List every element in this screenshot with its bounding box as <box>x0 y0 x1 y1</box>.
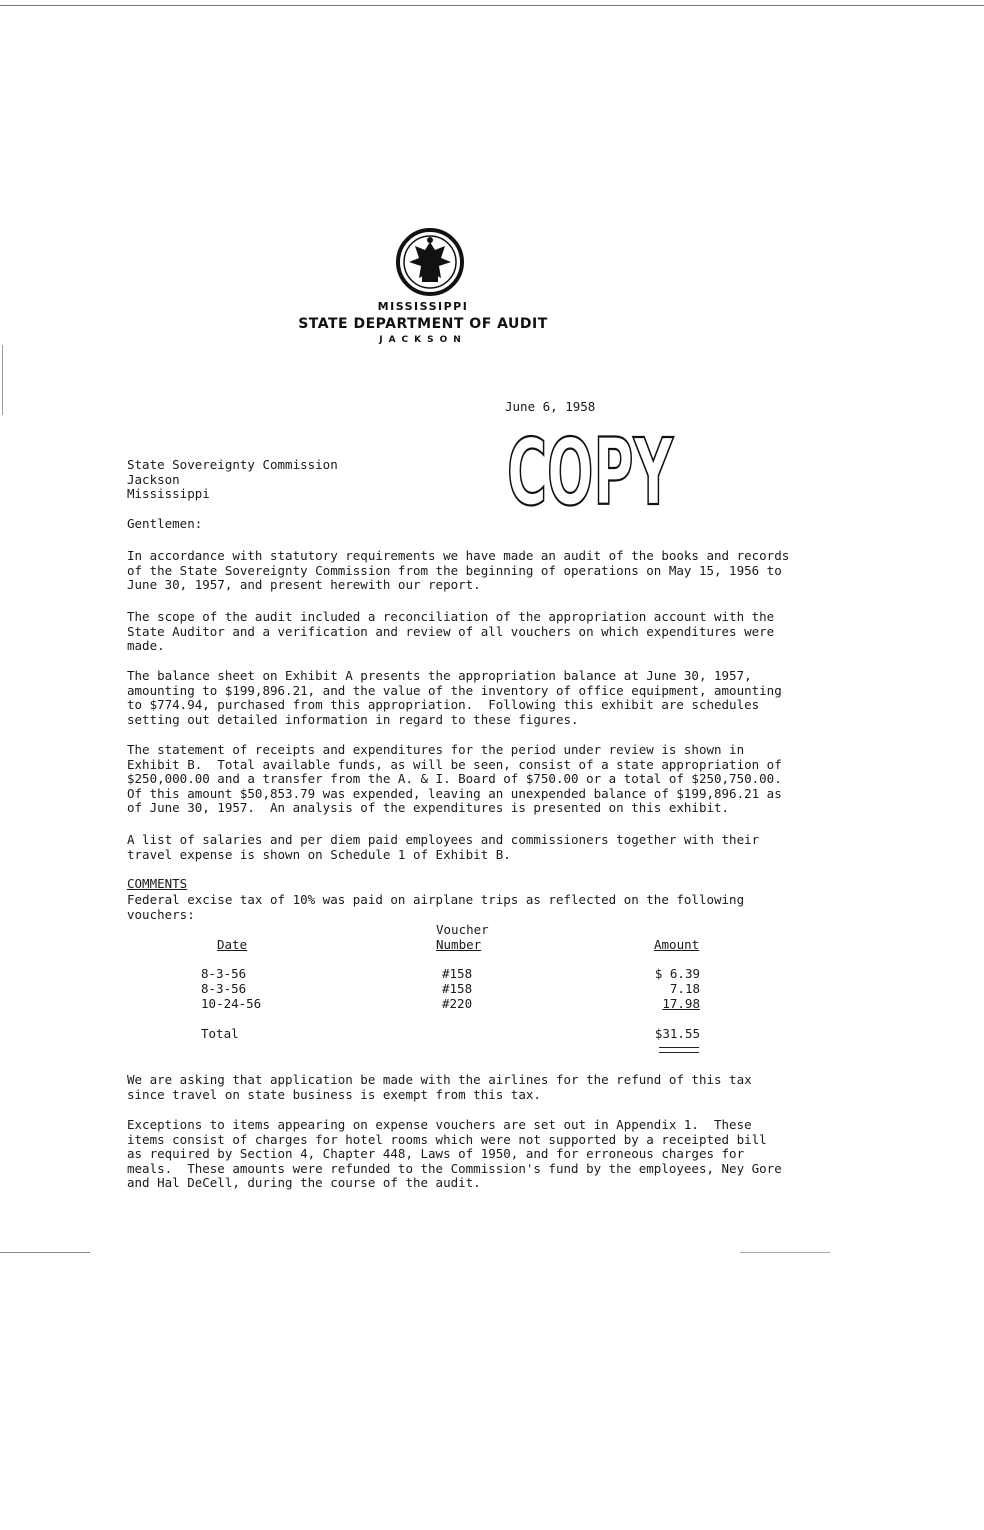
table-row-voucher: #220 <box>442 996 473 1011</box>
text-line: of the State Sovereignty Commission from the beginning of operations on May 15, 1956 to <box>127 562 782 578</box>
text-line: as required by Section 4, Chapter 448, Laws of 1950, and for erroneous charges for <box>127 1146 745 1161</box>
address-line: State Sovereignty Commission <box>127 457 338 472</box>
text-line: made. <box>127 638 165 653</box>
text-line: Federal excise tax of 10% was paid on airplane trips as reflected on the following <box>127 892 745 907</box>
paragraph-balance-sheet <box>127 669 782 727</box>
text-line: A list of salaries and per diem paid employees and commissioners together with their <box>127 832 760 847</box>
table-total-amount: $31.55 <box>654 1026 700 1041</box>
letterhead-city: JACKSON <box>379 335 467 345</box>
scan-edge-line <box>2 345 3 415</box>
text-line: June 30, 1957, and present herewith our report. <box>127 577 481 592</box>
comments-heading: COMMENTS <box>127 876 188 891</box>
state-seal-icon <box>395 228 465 296</box>
text-line: State Auditor and a verification and review of all vouchers on which expenditures were <box>127 623 775 639</box>
text-line: Exhibit B. Total available funds, as will be seen, consist of a state appropriation of <box>127 756 782 772</box>
table-row-voucher: #158 <box>442 981 473 996</box>
table-total-label: Total <box>201 1026 239 1041</box>
text-line: The scope of the audit included a reconciliation of the appropriation account with the <box>127 609 775 624</box>
text-line: Of this amount $50,853.79 was expended, leaving an unexpended balance of $199,896.21 as <box>127 785 782 801</box>
table-row-date: 8-3-56 <box>201 981 247 996</box>
table-row-date: 10-24-56 <box>201 996 262 1011</box>
text-line: In accordance with statutory requirements we have made an audit of the books and records <box>127 548 790 563</box>
text-line: The statement of receipts and expenditures for the period under review is shown in <box>127 742 745 757</box>
col-header-amount: Amount <box>654 937 700 952</box>
letterhead-department: STATE DEPARTMENT OF AUDIT <box>298 316 548 332</box>
comments-intro <box>127 893 744 922</box>
text-line: vouchers: <box>127 906 195 922</box>
text-line: travel expense is shown on Schedule 1 of Exhibit B. <box>127 846 511 862</box>
text-line: $250,000.00 and a transfer from the A. & I. Board of $750.00 or a total of $250,750.00. <box>127 771 782 786</box>
col-header-date: Date <box>217 937 248 952</box>
recipient-address <box>127 458 338 502</box>
table-row-amount: 7.18 <box>669 981 700 996</box>
paragraph-scope <box>127 610 774 654</box>
table-row-amount: 17.98 <box>662 996 700 1011</box>
scan-edge-line <box>0 5 984 6</box>
paragraph-intro <box>127 549 789 593</box>
text-line: setting out detailed information in regard to these figures. <box>127 711 579 727</box>
stamp-text: COPY <box>507 419 674 526</box>
paragraph-exceptions <box>127 1118 782 1191</box>
scan-fold-line <box>740 1252 830 1253</box>
text-line: meals. These amounts were refunded to the Commission's fund by the employees, Ney Gore <box>127 1160 782 1176</box>
col-header-number: Number <box>436 937 482 952</box>
copy-stamp <box>505 419 675 526</box>
paragraph-salaries <box>127 833 759 862</box>
text-line: since travel on state business is exempt from this tax. <box>127 1086 541 1102</box>
address-line: Jackson <box>127 471 180 487</box>
text-line: to $774.94, purchased from this appropriation. Following this exhibit are schedules <box>127 697 760 712</box>
letter-date: June 6, 1958 <box>505 399 596 414</box>
text-line: of June 30, 1957. An analysis of the expenditures is presented on this exhibit. <box>127 800 730 815</box>
paragraph-refund <box>127 1073 752 1102</box>
text-line: The balance sheet on Exhibit A presents the appropriation balance at June 30, 1957, <box>127 668 752 683</box>
text-line: Exceptions to items appearing on expense vouchers are set out in Appendix 1. These <box>127 1117 752 1132</box>
letterhead-state: MISSISSIPPI <box>377 300 469 313</box>
table-row-date: 8-3-56 <box>201 966 247 981</box>
salutation: Gentlemen: <box>127 516 203 531</box>
scan-fold-line <box>0 1252 90 1253</box>
text-line: items consist of charges for hotel rooms which were not supported by a receipted bill <box>127 1131 767 1147</box>
address-line: Mississippi <box>127 486 210 501</box>
paragraph-receipts <box>127 743 782 816</box>
text-line: We are asking that application be made with the airlines for the refund of this tax <box>127 1072 752 1087</box>
double-underline <box>659 1047 699 1053</box>
table-row-voucher: #158 <box>442 966 473 981</box>
col-header-voucher: Voucher <box>436 922 489 937</box>
text-line: and Hal DeCell, during the course of the audit. <box>127 1175 481 1190</box>
table-row-amount: $ 6.39 <box>654 966 700 981</box>
text-line: amounting to $199,896.21, and the value of the inventory of office equipment, amounting <box>127 682 782 698</box>
